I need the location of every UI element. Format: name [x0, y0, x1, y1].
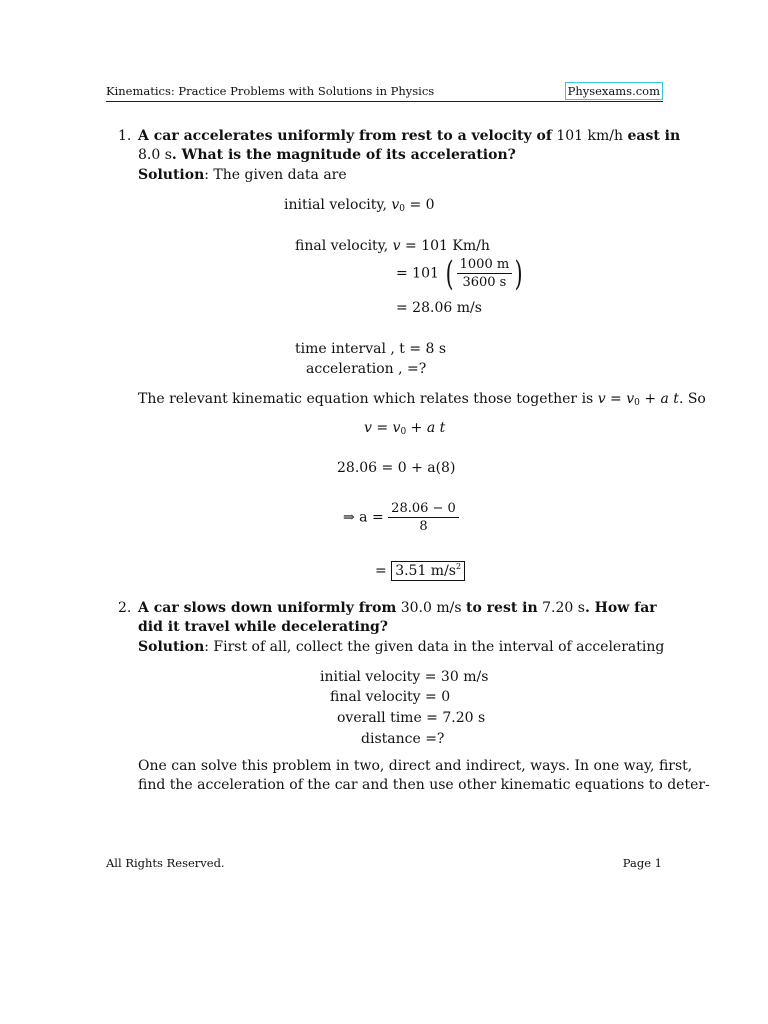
equation-3: ⇒ a = $\frac{28.06 - 0}{8}$: [343, 500, 459, 535]
problem-2-solution: Solution: First of all, collect the given data in the interval of accelerating: [138, 639, 665, 655]
final-velocity-eq: final velocity, v = 101 Km/h: [295, 238, 490, 254]
data-overall-time: overall time = 7.20 s: [337, 710, 486, 726]
relevant-equation-sentence: The relevant kinematic equation which relates those together is $v = v_0 + a$ t. So: [138, 391, 706, 408]
paragraph-line-1: One can solve this problem in two, direct and indirect, ways. In one way, first,: [138, 758, 693, 774]
problem-2-question-line-2: did it travel while decelerating?: [138, 619, 388, 635]
conversion-fraction: $\frac{1000 m}{3600 s}$: [457, 256, 513, 291]
data-initial-velocity: initial velocity = 30 m/s: [320, 669, 489, 685]
header-rule: [106, 101, 663, 102]
site-link[interactable]: Physexams.com: [565, 82, 663, 100]
paragraph-line-2: find the acceleration of the car and then use other kinematic equations to deter-: [138, 777, 710, 793]
equation-2: 28.06 = 0 + a(8): [337, 460, 456, 476]
equation-4: = 3.51 $m/s^2$: [375, 562, 465, 580]
right-paren: ): [514, 253, 523, 294]
initial-velocity-eq: initial velocity, $v_0 = 0$: [284, 197, 435, 214]
equation-1: $v = v_0 + a$ t: [364, 420, 446, 437]
problem-1-number: 1.: [118, 128, 132, 144]
converted-velocity: = 28.06 m/s: [396, 300, 482, 316]
page-header: [106, 82, 663, 100]
data-final-velocity: final velocity = 0: [330, 689, 451, 705]
footer-rights: All Rights Reserved.: [106, 856, 225, 870]
time-interval: time interval , t = 8 s: [295, 341, 447, 357]
problem-1-solution: Solution: The given data are: [138, 167, 347, 183]
conversion-eq: = 101 ( $\frac{1000 m}{3600 s}$ ): [396, 253, 523, 294]
boxed-answer: 3.51 $m/s^2$: [391, 561, 465, 581]
problem-2-number: 2.: [118, 600, 132, 616]
left-paren: (: [446, 253, 454, 294]
header-title: Kinematics: Practice Problems with Solutions in Physics: [106, 84, 435, 98]
problem-1-question-line-2: 8.0 s. What is the magnitude of its acceleration?: [138, 147, 516, 163]
acceleration-unknown: acceleration , =?: [306, 361, 427, 377]
data-distance: distance =?: [361, 731, 445, 747]
footer-page-number: Page 1: [622, 856, 662, 870]
problem-2-question-line-1: A car slows down uniformly from 30.0 m/s to rest in 7.20 s. How far: [138, 600, 657, 616]
problem-1-question-line-1: A car accelerates uniformly from rest to a velocity of 101 km/h east in: [138, 128, 681, 144]
acceleration-fraction: $\frac{28.06 - 0}{8}$: [388, 500, 459, 535]
